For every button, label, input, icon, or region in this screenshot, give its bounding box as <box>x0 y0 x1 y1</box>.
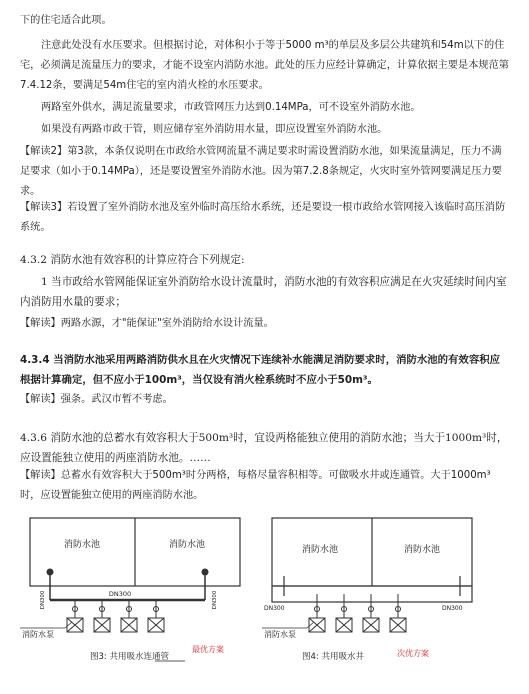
clause-4-3-6: 4.3.6 消防水池的总蓄水有效容积大于500m³时，宜设两格能独立使用的消防水池；当大于1000m³时，应设置能独立使用的两座消防水池。…… <box>20 432 508 464</box>
paragraph-interpretation-4-3-4: 【解读】强条。武汉市暂不考虑。 <box>20 394 173 405</box>
figure-4-caption: 图4: 共用吸水井 <box>302 652 364 662</box>
figure-3-caption: 图3: 共用吸水连通管 <box>90 652 169 662</box>
figure-3-pump-label: 消防水泵 <box>22 630 54 639</box>
paragraph-3: 两路室外供水，满足流量要求，市政管网压力达到0.14MPa，可不设室外消防水池。 <box>41 102 421 113</box>
figure-3-pool-right-label: 消防水池 <box>168 540 206 550</box>
figure-3-side-left: DN300 <box>40 590 46 610</box>
figure-3-pipe-label: DN300 <box>108 590 132 598</box>
figure-3-intake-left <box>47 569 54 576</box>
figure-4-pool-right-label: 消防水池 <box>403 545 441 555</box>
figure-3-rating: 最优方案 <box>192 645 224 654</box>
figure-3-intake-right <box>202 569 209 576</box>
figure-3-diagram <box>20 516 250 666</box>
figure-3-pumps <box>67 600 164 632</box>
figure-4-pool-left-label: 消防水池 <box>301 545 339 555</box>
paragraph-1: 下的住宅适合此项。 <box>20 15 112 26</box>
figure-4-pump-label: 消防水泵 <box>264 630 296 639</box>
clause-4-3-2: 4.3.2 消防水池有效容积的计算应符合下列规定: <box>20 254 245 266</box>
paragraph-interpretation-4-3-2: 【解读】两路水源，才"能保证"室外消防给水设计流量。 <box>20 318 274 329</box>
clause-4-3-2-item-1: 1 当市政给水管网能保证室外消防给水设计流量时，消防水池的有效容积应满足在火灾延续时间内室内消防用水量的要求； <box>20 276 507 308</box>
paragraph-interpretation-4-3-6: 【解读】总蓄水有效容积大于500m³时分两格，每格尽量容积相等。可做吸水井或连通管。大于1000m³时，应设置能独立使用的两座消防水池。 <box>20 470 491 501</box>
figure-3-pool-left-label: 消防水池 <box>63 540 101 550</box>
paragraph-2: 注意此处没有水压要求。但根据讨论，对体积小于等于5000 m³的单层及多层公共建筑和54m以下的住宅，必须满足流量压力的要求，才能不设室内消防水池。此处的压力应经计算确定，计算依据主要是本规范第7.4.12条，要满足54m住宅的室内消火栓的水压要求。 <box>20 40 509 91</box>
paragraph-4: 如果没有两路市政干管，则应储存室外消防用水量，即应设置室外消防水池。 <box>41 124 388 135</box>
figure-4-pipe-left: DN300 <box>264 605 285 612</box>
figure-4-pipe-right: DN300 <box>442 605 463 612</box>
figure-4-diagram <box>262 516 512 666</box>
figure-4-suction-well <box>272 586 472 602</box>
figure-4-rating: 次优方案 <box>397 649 429 658</box>
figure-3-side-right: DN300 <box>212 590 218 610</box>
paragraph-interpretation-2: 【解读2】第3款，本条仅说明在市政给水管网流量不满足要求时需设置消防水池，如果流量满足，压力不满足要求（如小于0.14MPa），还是要设置室外消防水池。因为第7.2.8条规定，火灾时室外管网要满足压力要求。 <box>20 146 502 197</box>
paragraph-interpretation-3: 【解读3】若设置了室外消防水池及室外临时高压给水系统，还是要设一根市政给水管网接入该临时高压消防系统。 <box>20 202 506 233</box>
clause-4-3-4: 4.3.4 当消防水池采用两路消防供水且在火灾情况下连续补水能满足消防要求时，消防水池的有效容积应根据计算确定，但不应小于100m³，当仅设有消火栓系统时不应小于50m³。 <box>20 354 500 386</box>
figure-4-pumps <box>309 594 406 632</box>
